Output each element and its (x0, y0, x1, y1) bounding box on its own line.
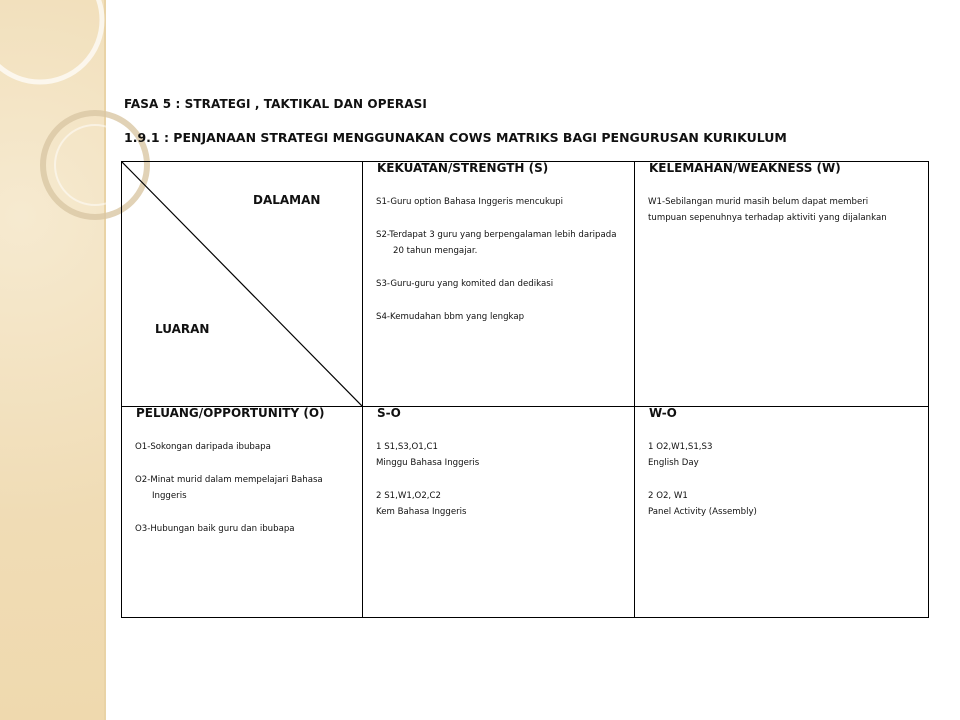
so-item-name: Minggu Bahasa Inggeris (376, 458, 480, 468)
strength-list (376, 194, 628, 342)
strength-item: S1-Guru option Bahasa Inggeris mencukupi (376, 197, 563, 207)
wo-item-code: 2 O2, W1 (648, 491, 688, 501)
so-list (376, 439, 628, 537)
wo-cell (635, 407, 929, 618)
wo-item-code: 1 O2,W1,S1,S3 (648, 442, 713, 452)
strength-item: S4-Kemudahan bbm yang lengkap (376, 312, 525, 322)
ring-large (0, 0, 102, 82)
strength-header: KEKUATAN/STRENGTH (S) (377, 161, 549, 175)
weakness-cell (635, 162, 929, 407)
opportunity-item: O3-Hubungan baik guru dan ibubapa (135, 524, 295, 534)
luaran-label: LUARAN (155, 322, 210, 336)
corner-diagonal (122, 162, 362, 406)
opportunity-item: O1-Sokongan daripada ibubapa (135, 442, 271, 452)
opportunity-header: PELUANG/OPPORTUNITY (O) (136, 406, 325, 420)
weakness-list (648, 194, 922, 226)
so-header: S-O (377, 406, 401, 420)
wo-list (648, 439, 922, 537)
wo-item-name: Panel Activity (Assembly) (648, 507, 757, 517)
page-title: FASA 5 : STRATEGI , TAKTIKAL DAN OPERASI (124, 97, 427, 111)
wo-item-name: English Day (648, 458, 699, 468)
strength-item: S2-Terdapat 3 guru yang berpengalaman lebih daripada (376, 230, 617, 240)
so-item-name: Kem Bahasa Inggeris (376, 507, 467, 517)
dalaman-label: DALAMAN (253, 193, 321, 207)
diagonal-line (122, 162, 362, 406)
weakness-header: KELEMAHAN/WEAKNESS (W) (649, 161, 841, 175)
page-subtitle: 1.9.1 : PENJANAAN STRATEGI MENGGUNAKAN COWS MATRIKS BAGI PENGURUSAN KURIKULUM (124, 130, 787, 145)
so-item-code: 1 S1,S3,O1,C1 (376, 442, 438, 452)
weakness-item-continuation: tumpuan sepenuhnya terhadap aktiviti yang dijalankan (648, 213, 887, 223)
opportunity-item-continuation: Inggeris (152, 491, 187, 501)
so-cell (363, 407, 635, 618)
opportunity-item: O2-Minat murid dalam mempelajari Bahasa (135, 475, 323, 485)
strength-item-continuation: 20 tahun mengajar. (393, 246, 478, 256)
strength-item: S3-Guru-guru yang komited dan dedikasi (376, 279, 554, 289)
weakness-item: W1-Sebilangan murid masih belum dapat memberi (648, 197, 869, 207)
so-item-code: 2 S1,W1,O2,C2 (376, 491, 441, 501)
strength-cell (363, 162, 635, 407)
cows-matrix (121, 161, 929, 618)
opportunity-list (135, 439, 356, 554)
corner-cell (122, 162, 363, 407)
opportunity-cell (122, 407, 363, 618)
wo-header: W-O (649, 406, 677, 420)
